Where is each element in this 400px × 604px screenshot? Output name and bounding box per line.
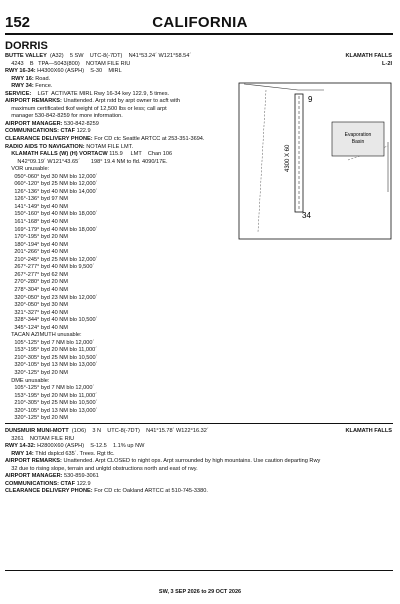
dunsmuir-line: [5, 428, 320, 436]
line-segment: RADIO AIDS TO NAVIGATION:: [5, 143, 87, 150]
butte-valley-line: [5, 136, 204, 144]
butte-valley-line: [5, 317, 204, 325]
butte-valley-line: [5, 310, 204, 318]
butte-valley-line: [5, 355, 204, 363]
line-segment: CLEARANCE DELIVERY PHONE:: [5, 136, 95, 143]
butte-valley-line: [5, 347, 204, 355]
line-segment: COMMUNICATIONS: CTAF: [5, 480, 77, 487]
butte-valley-line: [5, 68, 204, 76]
line-segment: maximum certificated tkof weight of 12,500 lbs or less; call arpt: [5, 105, 167, 112]
line-segment: RWY 34:: [5, 83, 36, 90]
butte-valley-line: [5, 196, 204, 204]
runway-end-bottom: 34: [302, 211, 311, 220]
line-segment: AIRPORT REMARKS:: [5, 98, 64, 105]
butte-valley-line: [5, 385, 204, 393]
line-segment: 320°-050° byd 30 NM: [5, 302, 68, 309]
dunsmuir-entry: [5, 428, 320, 496]
line-segment: 321°-327° byd 40 NM: [5, 309, 68, 316]
butte-valley-line: [5, 287, 204, 295]
butte-valley-line: [5, 189, 204, 197]
line-segment: H2800X60 (ASPH) S-12.5 1.1% up NW: [37, 443, 145, 450]
butte-valley-line: [5, 279, 204, 287]
line-segment: 328°-344° byd 40 NM blo 10,500´: [5, 317, 98, 324]
line-segment: TACAN AZIMUTH unusable:: [5, 332, 82, 339]
butte-valley-line: [5, 151, 204, 159]
dunsmuir-line: [5, 436, 320, 444]
butte-valley-line: [5, 242, 204, 250]
line-segment: Unattended. Arpt CLOSED to night ops. Arpt surrounded by high mountains. Use caution departing Rwy: [63, 458, 321, 465]
butte-valley-line: [5, 166, 204, 174]
butte-valley-line: [5, 98, 204, 106]
line-segment: RWY 14-32:: [5, 443, 38, 450]
butte-valley-region: KLAMATH FALLS: [345, 53, 392, 59]
line-segment: 153°-195° byd 20 NM blo 11,000´: [5, 392, 98, 399]
line-segment: 153°-195° byd 20 NM blo 11,000´: [5, 347, 98, 354]
line-segment: 320°-125° byd 20 NM: [5, 369, 68, 376]
butte-valley-line: [5, 204, 204, 212]
butte-valley-line: [5, 144, 204, 152]
line-segment: 105°-125° byd 7 NM blo 12,000´: [5, 385, 95, 392]
line-segment: 267°-277° byd 62 NM: [5, 271, 68, 278]
line-segment: 050°-060° byd 30 NM blo 12,000´: [5, 173, 98, 180]
line-segment: 141°-149° byd 40 NM: [5, 203, 68, 210]
line-segment: 345°-124° byd 40 NM: [5, 324, 68, 331]
butte-valley-entry: [5, 53, 204, 423]
line-segment: 210°-305° byd 25 NM blo 10,500´: [5, 354, 98, 361]
line-segment: 170°-195° byd 20 NM: [5, 234, 68, 241]
butte-valley-chart-code: L-2I: [382, 61, 392, 67]
butte-valley-line: [5, 106, 204, 114]
butte-valley-line: [5, 128, 204, 136]
line-segment: NOTAM FILE LMT.: [86, 143, 134, 150]
butte-valley-line: [5, 408, 204, 416]
butte-valley-line: [5, 415, 204, 423]
runway-dimensions: 4300 X 60: [285, 144, 291, 172]
butte-valley-line: [5, 181, 204, 189]
line-segment: Thld dsplcd 635´. Trees. Rgt tfc.: [35, 450, 115, 457]
basin-label-1: Evaporation: [344, 132, 372, 138]
butte-valley-line: [5, 53, 204, 61]
line-segment: 320°-050° byd 23 NM blo 12,000´: [5, 294, 98, 301]
dunsmuir-line: [5, 443, 320, 451]
line-segment: VOR unusable:: [5, 166, 50, 173]
line-segment: RWY 14:: [5, 450, 36, 457]
line-segment: For CD ctc Seattle ARTCC at 253-351-3694.: [94, 136, 205, 143]
dunsmuir-line: [5, 488, 320, 496]
dunsmuir-line: [5, 481, 320, 489]
city-heading: DORRIS: [5, 40, 48, 52]
line-segment: 278°-304° byd 40 NM: [5, 286, 68, 293]
entry-separator-2: [5, 570, 393, 571]
line-segment: 060°-120° byd 25 NM blo 12,000´: [5, 181, 98, 188]
butte-valley-line: [5, 393, 204, 401]
line-segment: COMMUNICATIONS: CTAF: [5, 128, 77, 135]
line-segment: 126°-136° byd 40 NM blo 14,000´: [5, 188, 98, 195]
butte-valley-line: [5, 249, 204, 257]
butte-valley-line: [5, 264, 204, 272]
airport-diagram: [238, 82, 392, 240]
line-segment: BUTTE VALLEY: [5, 53, 47, 59]
line-segment: 169°-179° byd 40 NM blo 18,000´: [5, 226, 98, 233]
dunsmuir-line: [5, 473, 320, 481]
line-segment: (1O6) 3 N UTC-8(-7DT) N41°15.78´ W122°16.32´: [68, 428, 209, 434]
line-segment: 150°-160° byd 40 NM blo 18,000´: [5, 211, 98, 218]
line-segment: 201°-266° byd 40 NM: [5, 249, 68, 256]
butte-valley-line: [5, 211, 204, 219]
butte-valley-line: [5, 340, 204, 348]
line-segment: 3261 NOTAM FILE RIU: [5, 435, 75, 442]
line-segment: 161°-168° byd 40 NM: [5, 219, 68, 226]
line-segment: 320°-125° byd 20 NM: [5, 415, 68, 422]
butte-valley-line: [5, 332, 204, 340]
page-number: 152: [5, 14, 31, 31]
line-segment: Fence.: [35, 83, 53, 90]
line-segment: AIRPORT REMARKS:: [5, 458, 64, 465]
butte-valley-line: [5, 295, 204, 303]
line-segment: 210°-245° byd 25 NM blo 12,000´: [5, 256, 98, 263]
butte-valley-line: [5, 378, 204, 386]
butte-valley-line: [5, 174, 204, 182]
butte-valley-line: [5, 272, 204, 280]
line-segment: (A32) 5 SW UTC-8(-7DT) N41°53.24´ W121°58.54´: [46, 53, 192, 59]
butte-valley-line: [5, 302, 204, 310]
line-segment: DUNSMUIR MUNI-MOTT: [5, 428, 69, 434]
butte-valley-line: [5, 113, 204, 121]
runway-end-top: 9: [308, 95, 313, 104]
line-segment: 267°-277° byd 40 NM blo 9,500´: [5, 264, 95, 271]
line-segment: AIRPORT MANAGER:: [5, 120, 65, 127]
line-segment: 530-859-3061: [64, 473, 99, 480]
line-segment: RWY 16:: [5, 75, 36, 82]
line-segment: KLAMATH FALLS (W) (H) VORTACW: [5, 151, 110, 158]
line-segment: H4300X60 (ASPH) S-30 MIRL: [37, 68, 122, 75]
butte-valley-line: [5, 227, 204, 235]
dunsmuir-line: [5, 458, 320, 466]
line-segment: 32 due to rising slope, terrain and unlgtd obstructions north and east of rwy.: [5, 465, 198, 472]
entry-separator-1: [5, 423, 393, 424]
butte-valley-line: [5, 76, 204, 84]
line-segment: 210°-305° byd 25 NM blo 10,500´: [5, 400, 98, 407]
butte-valley-line: [5, 400, 204, 408]
butte-valley-line: [5, 159, 204, 167]
header-rule: [5, 33, 393, 35]
line-segment: N42°09.19´ W121°43.65´ 198° 19.4 NM to fld. 4090/17E.: [5, 158, 168, 165]
line-segment: SERVICE:: [5, 90, 32, 97]
line-segment: manager 530-842-8259 for more information.: [5, 113, 123, 120]
butte-valley-line: [5, 370, 204, 378]
butte-valley-line: [5, 121, 204, 129]
butte-valley-line: [5, 91, 204, 99]
dunsmuir-region: KLAMATH FALLS: [345, 428, 392, 434]
line-segment: 126°-136° byd 97 NM: [5, 196, 68, 203]
line-segment: 122.9: [76, 128, 91, 135]
line-segment: RWY 16-34:: [5, 68, 38, 75]
line-segment: 122.9: [76, 480, 91, 487]
line-segment: Unattended. Arpt rstd by arpt owner to acft with: [63, 98, 181, 105]
page-header: [0, 0, 400, 34]
line-segment: For CD ctc Oakland ARTCC at 510-745-3380.: [94, 488, 208, 495]
butte-valley-line: [5, 362, 204, 370]
line-segment: AIRPORT MANAGER:: [5, 473, 65, 480]
state-title: CALIFORNIA: [152, 14, 248, 31]
line-segment: 320°-105° byd 13 NM blo 13,000´: [5, 407, 98, 414]
line-segment: DME unusable:: [5, 377, 50, 384]
line-segment: 105°-125° byd 7 NM blo 12,000´: [5, 339, 95, 346]
dunsmuir-line: [5, 466, 320, 474]
line-segment: CLEARANCE DELIVERY PHONE:: [5, 488, 95, 495]
line-segment: 320°-105° byd 13 NM blo 13,000´: [5, 362, 98, 369]
line-segment: LGT ACTIVATE MIRL Rwy 16-34 key 122.9, 5 times.: [31, 90, 170, 97]
butte-valley-line: [5, 234, 204, 242]
butte-valley-line: [5, 257, 204, 265]
line-segment: Road.: [35, 75, 51, 82]
basin-label-2: Basin: [351, 139, 365, 145]
line-segment: 270°-280° byd 20 NM: [5, 279, 68, 286]
line-segment: 115.9 LMT Chan 106: [109, 151, 173, 158]
line-segment: 180°-194° byd 40 NM: [5, 241, 68, 248]
butte-valley-line: [5, 219, 204, 227]
line-segment: 530-842-8259: [64, 120, 99, 127]
butte-valley-line: [5, 325, 204, 333]
butte-valley-line: [5, 83, 204, 91]
dunsmuir-line: [5, 451, 320, 459]
effective-date-footer: SW, 3 SEP 2026 to 29 OCT 2026: [158, 589, 242, 595]
butte-valley-line: [5, 61, 204, 69]
line-segment: 4243 B TPA—5043(800) NOTAM FILE RIU: [5, 60, 131, 67]
